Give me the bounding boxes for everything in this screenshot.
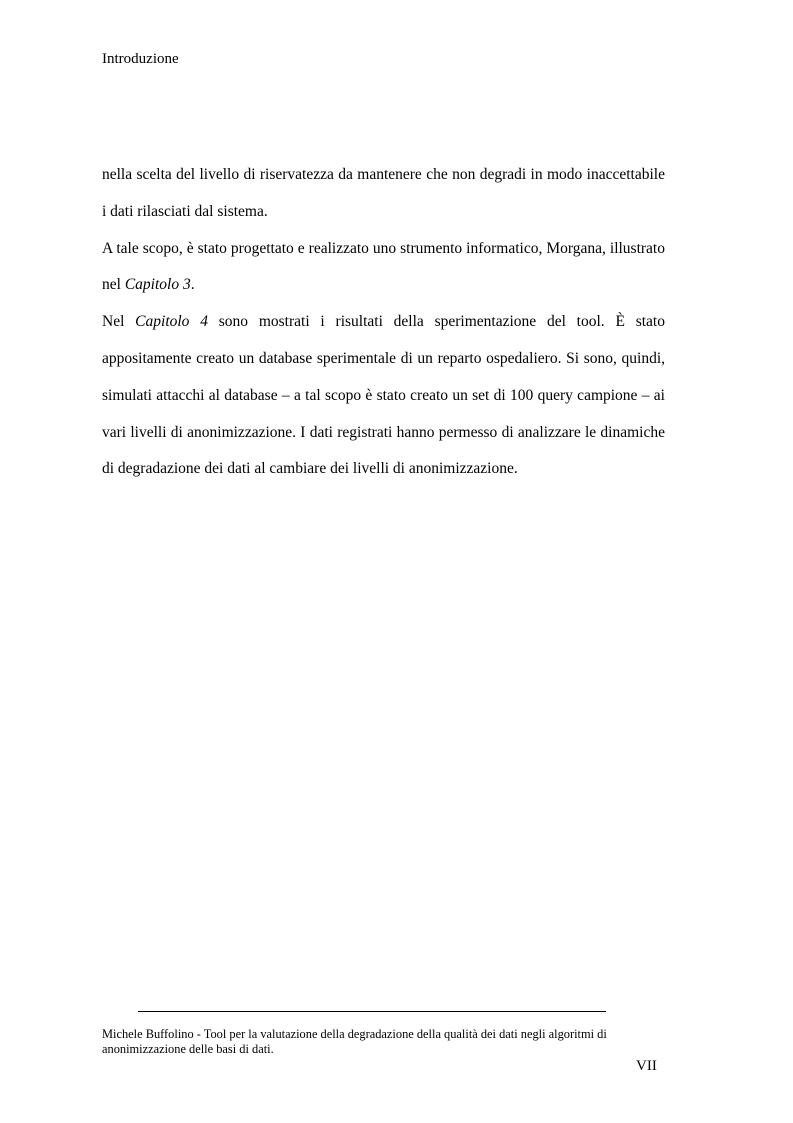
body-text xyxy=(102,157,665,488)
paragraph-1: nella scelta del livello di riservatezza da mantenere che non degradi in modo inaccettabile i dati rilasciati dal sistema. xyxy=(102,166,665,220)
paragraph-3-start: Nel xyxy=(102,313,136,331)
footer-line-2: anonimizzazione delle basi di dati. xyxy=(102,1042,274,1056)
page-number: VII xyxy=(636,1058,657,1074)
paragraph-2-end: . xyxy=(190,276,195,294)
running-header: Introduzione xyxy=(102,51,179,67)
chapter-4-reference: Capitolo 4 xyxy=(135,313,208,331)
footer-author-title xyxy=(102,1027,682,1057)
paragraph-2-text: A tale scopo, è stato progettato e realizzato uno strumento informatico, Morgana, illustrato nel xyxy=(102,239,665,294)
footer-rule xyxy=(138,1011,606,1012)
chapter-3-reference: Capitolo 3 xyxy=(124,276,191,294)
paragraph-3-text: sono mostrati i risultati della sperimentazione del tool. È stato appositamente creato un database sperimentale di un reparto ospedaliero. Si sono, quindi, simulati attacchi al database – a tal scopo è stato creato un set di 100 query campione – ai vari livelli di anonimizzazione. I dati registrati hanno permesso di analizzare le dinamiche di degradazione dei dati al cambiare dei livelli di anonimizzazione. xyxy=(102,313,665,478)
paragraph-3 xyxy=(102,304,665,488)
paragraph-2 xyxy=(102,231,665,305)
footer-line-1: Michele Buffolino - Tool per la valutazione della degradazione della qualità dei dati negli algoritmi di xyxy=(102,1027,607,1041)
